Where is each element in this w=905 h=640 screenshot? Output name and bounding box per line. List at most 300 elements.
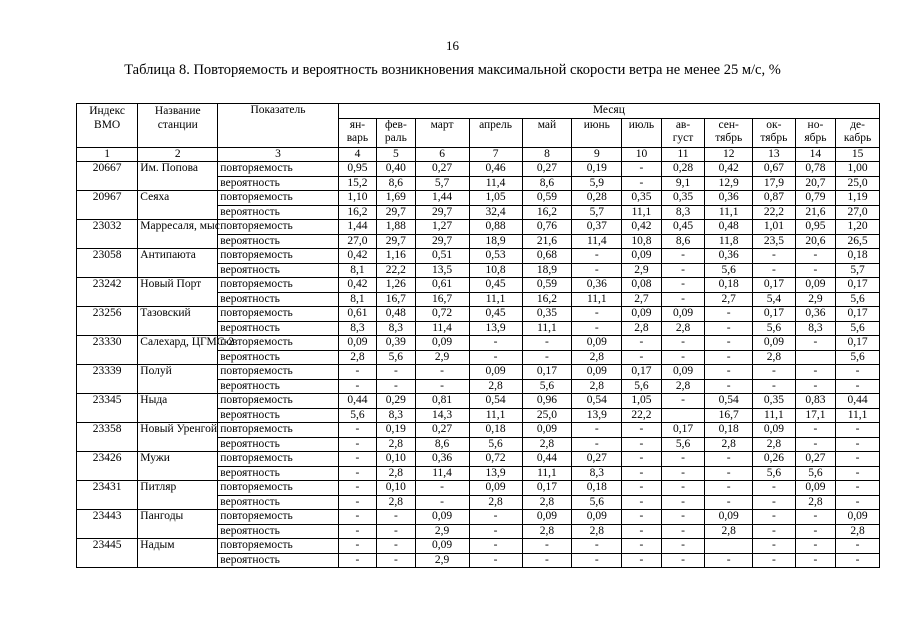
header-month-12: де- кабрь <box>836 118 880 147</box>
value-cell: 0,54 <box>572 394 622 409</box>
value-cell: 8,3 <box>795 321 836 336</box>
value-cell: 5,6 <box>469 437 522 452</box>
value-cell: 8,3 <box>338 321 376 336</box>
indicator-label: повторяемость <box>218 162 338 177</box>
value-cell: - <box>338 481 376 496</box>
value-cell: 0,29 <box>377 394 415 409</box>
value-cell: 2,8 <box>522 495 572 510</box>
value-cell: - <box>622 162 661 177</box>
value-cell: 5,6 <box>836 350 880 365</box>
value-cell: 1,19 <box>836 191 880 206</box>
indicator-label: вероятность <box>218 408 338 423</box>
value-cell: - <box>836 452 880 467</box>
value-cell: - <box>705 321 753 336</box>
value-cell: 0,87 <box>753 191 796 206</box>
column-number-15: 15 <box>836 147 880 162</box>
value-cell: 0,35 <box>522 307 572 322</box>
value-cell: 11,1 <box>836 408 880 423</box>
value-cell: 18,9 <box>522 263 572 278</box>
value-cell: 29,7 <box>377 205 415 220</box>
value-cell: 5,6 <box>572 495 622 510</box>
column-number-10: 10 <box>622 147 661 162</box>
value-cell: 0,27 <box>522 162 572 177</box>
value-cell: - <box>661 553 705 568</box>
value-cell: 16,7 <box>705 408 753 423</box>
station-name: Марресаля, мыс <box>138 220 218 249</box>
indicator-label: вероятность <box>218 350 338 365</box>
value-cell: 16,2 <box>522 292 572 307</box>
value-cell: 2,8 <box>661 379 705 394</box>
table-row <box>77 191 880 206</box>
value-cell: - <box>795 249 836 264</box>
value-cell: 11,1 <box>522 466 572 481</box>
value-cell: - <box>469 350 522 365</box>
value-cell: 11,4 <box>469 176 522 191</box>
station-name: Тазовский <box>138 307 218 336</box>
value-cell: 13,9 <box>469 321 522 336</box>
value-cell: 0,42 <box>338 278 376 293</box>
column-number-9: 9 <box>572 147 622 162</box>
value-cell: 14,3 <box>415 408 469 423</box>
header-indicator: Показатель <box>218 104 338 148</box>
value-cell: - <box>377 553 415 568</box>
value-cell: - <box>469 524 522 539</box>
value-cell: - <box>338 553 376 568</box>
value-cell: 0,19 <box>572 162 622 177</box>
table-row <box>77 365 880 380</box>
value-cell: - <box>661 292 705 307</box>
value-cell: 0,45 <box>469 278 522 293</box>
value-cell: - <box>377 524 415 539</box>
value-cell: 8,6 <box>377 176 415 191</box>
header-month-8: ав- густ <box>661 118 705 147</box>
value-cell: - <box>661 481 705 496</box>
indicator-label: повторяемость <box>218 336 338 351</box>
table-row <box>77 162 880 177</box>
station-name: Новый Уренгой <box>138 423 218 452</box>
column-number-12: 12 <box>705 147 753 162</box>
value-cell: - <box>836 466 880 481</box>
value-cell: 0,48 <box>705 220 753 235</box>
value-cell: 0,10 <box>377 481 415 496</box>
value-cell: - <box>753 263 796 278</box>
value-cell: - <box>622 524 661 539</box>
value-cell: - <box>661 350 705 365</box>
value-cell: 0,96 <box>522 394 572 409</box>
indicator-label: вероятность <box>218 553 338 568</box>
value-cell: - <box>572 437 622 452</box>
value-cell: 2,8 <box>795 495 836 510</box>
station-index: 23431 <box>77 481 138 510</box>
value-cell: 0,44 <box>522 452 572 467</box>
value-cell: - <box>661 249 705 264</box>
value-cell: 2,8 <box>622 321 661 336</box>
value-cell: - <box>522 539 572 554</box>
value-cell: - <box>836 481 880 496</box>
wind-speed-table <box>76 103 880 568</box>
value-cell: 0,35 <box>622 191 661 206</box>
value-cell: - <box>415 495 469 510</box>
value-cell: - <box>705 350 753 365</box>
station-index: 23358 <box>77 423 138 452</box>
value-cell: 2,8 <box>705 437 753 452</box>
value-cell: 11,1 <box>622 205 661 220</box>
value-cell: 11,1 <box>469 408 522 423</box>
value-cell: 2,8 <box>377 466 415 481</box>
value-cell: 5,6 <box>705 263 753 278</box>
table-row <box>77 336 880 351</box>
value-cell: 0,28 <box>572 191 622 206</box>
value-cell: - <box>415 481 469 496</box>
station-index: 20667 <box>77 162 138 191</box>
value-cell: 25,0 <box>836 176 880 191</box>
value-cell: 0,36 <box>705 191 753 206</box>
value-cell: 5,6 <box>836 292 880 307</box>
value-cell: - <box>836 539 880 554</box>
value-cell: 2,9 <box>415 553 469 568</box>
column-number-5: 5 <box>377 147 415 162</box>
value-cell: - <box>753 379 796 394</box>
indicator-label: повторяемость <box>218 394 338 409</box>
value-cell: 16,7 <box>415 292 469 307</box>
value-cell: - <box>795 263 836 278</box>
value-cell: - <box>572 321 622 336</box>
indicator-label: повторяемость <box>218 249 338 264</box>
value-cell: 2,7 <box>705 292 753 307</box>
value-cell: 1,00 <box>836 162 880 177</box>
value-cell: 29,7 <box>415 234 469 249</box>
value-cell: 8,6 <box>415 437 469 452</box>
column-number-6: 6 <box>415 147 469 162</box>
value-cell: 2,8 <box>753 437 796 452</box>
indicator-label: вероятность <box>218 321 338 336</box>
value-cell: 2,8 <box>572 524 622 539</box>
value-cell: - <box>705 452 753 467</box>
value-cell: - <box>795 423 836 438</box>
value-cell: 1,01 <box>753 220 796 235</box>
header-month-1: ян- варь <box>338 118 376 147</box>
value-cell: 1,10 <box>338 191 376 206</box>
value-cell: 0,72 <box>415 307 469 322</box>
value-cell: - <box>469 336 522 351</box>
value-cell: - <box>661 394 705 409</box>
value-cell: - <box>338 510 376 525</box>
value-cell: 25,0 <box>522 408 572 423</box>
value-cell: 0,45 <box>469 307 522 322</box>
value-cell: 0,95 <box>795 220 836 235</box>
value-cell: 20,6 <box>795 234 836 249</box>
value-cell: 20,7 <box>795 176 836 191</box>
value-cell: - <box>622 350 661 365</box>
value-cell: - <box>795 524 836 539</box>
value-cell: - <box>415 379 469 394</box>
value-cell: 0,39 <box>377 336 415 351</box>
value-cell: 0,54 <box>705 394 753 409</box>
indicator-label: повторяемость <box>218 481 338 496</box>
value-cell: 0,36 <box>705 249 753 264</box>
value-cell: 11,1 <box>705 205 753 220</box>
column-number-14: 14 <box>795 147 836 162</box>
value-cell: 0,46 <box>469 162 522 177</box>
indicator-label: вероятность <box>218 379 338 394</box>
value-cell: - <box>622 495 661 510</box>
station-index: 23330 <box>77 336 138 365</box>
value-cell: - <box>622 336 661 351</box>
value-cell: 0,28 <box>661 162 705 177</box>
value-cell: - <box>572 263 622 278</box>
value-cell: - <box>622 423 661 438</box>
value-cell: 1,20 <box>836 220 880 235</box>
value-cell: 11,1 <box>522 321 572 336</box>
page-number: 16 <box>446 38 459 53</box>
value-cell: 5,6 <box>622 379 661 394</box>
table-row <box>77 452 880 467</box>
value-cell: 2,9 <box>795 292 836 307</box>
value-cell: 0,09 <box>415 510 469 525</box>
station-name: Пангоды <box>138 510 218 539</box>
value-cell: 11,1 <box>572 292 622 307</box>
indicator-label: вероятность <box>218 205 338 220</box>
value-cell: - <box>661 278 705 293</box>
value-cell: 0,17 <box>836 307 880 322</box>
station-name: Питляр <box>138 481 218 510</box>
table-row <box>77 278 880 293</box>
header-month-2: фев- раль <box>377 118 415 147</box>
value-cell: - <box>377 365 415 380</box>
station-index: 23256 <box>77 307 138 336</box>
indicator-label: повторяемость <box>218 452 338 467</box>
column-number-4: 4 <box>338 147 376 162</box>
value-cell: - <box>661 452 705 467</box>
value-cell: 0,09 <box>572 510 622 525</box>
value-cell: 0,27 <box>572 452 622 467</box>
value-cell: 0,67 <box>753 162 796 177</box>
value-cell: 0,17 <box>522 481 572 496</box>
value-cell: 2,8 <box>572 350 622 365</box>
value-cell: 5,6 <box>753 466 796 481</box>
header-month-7: июль <box>622 118 661 147</box>
value-cell: 0,09 <box>795 481 836 496</box>
value-cell: - <box>338 495 376 510</box>
value-cell: 0,59 <box>522 278 572 293</box>
value-cell: 0,35 <box>753 394 796 409</box>
value-cell: - <box>572 307 622 322</box>
value-cell: 2,8 <box>661 321 705 336</box>
station-index: 23032 <box>77 220 138 249</box>
indicator-label: повторяемость <box>218 220 338 235</box>
value-cell: 11,1 <box>469 292 522 307</box>
station-index: 23426 <box>77 452 138 481</box>
value-cell: 5,6 <box>795 466 836 481</box>
value-cell: 0,09 <box>522 510 572 525</box>
indicator-label: вероятность <box>218 437 338 452</box>
station-name: Мужи <box>138 452 218 481</box>
value-cell: 5,6 <box>753 321 796 336</box>
table-row <box>77 220 880 235</box>
value-cell: 0,79 <box>795 191 836 206</box>
value-cell: 0,09 <box>661 365 705 380</box>
value-cell: - <box>753 524 796 539</box>
value-cell: - <box>661 336 705 351</box>
value-cell: 8,3 <box>572 466 622 481</box>
column-number-8: 8 <box>522 147 572 162</box>
value-cell: 0,27 <box>415 162 469 177</box>
value-cell: 0,68 <box>522 249 572 264</box>
value-cell: - <box>622 510 661 525</box>
header-index: Индекс ВМО <box>77 104 138 148</box>
value-cell: 0,44 <box>836 394 880 409</box>
value-cell: 8,3 <box>377 408 415 423</box>
column-number-11: 11 <box>661 147 705 162</box>
value-cell: - <box>338 452 376 467</box>
value-cell: - <box>795 365 836 380</box>
value-cell: - <box>622 481 661 496</box>
header-month-10: ок- тябрь <box>753 118 796 147</box>
value-cell: - <box>338 539 376 554</box>
value-cell: 15,2 <box>338 176 376 191</box>
station-index: 23443 <box>77 510 138 539</box>
value-cell: 0,18 <box>705 278 753 293</box>
value-cell: 13,5 <box>415 263 469 278</box>
value-cell: 0,09 <box>415 336 469 351</box>
value-cell: 27,0 <box>836 205 880 220</box>
value-cell: 0,17 <box>622 365 661 380</box>
value-cell: - <box>705 379 753 394</box>
value-cell: 0,09 <box>753 423 796 438</box>
table-row <box>77 539 880 554</box>
column-number-7: 7 <box>469 147 522 162</box>
value-cell: - <box>753 249 796 264</box>
header-month-6: июнь <box>572 118 622 147</box>
value-cell: 1,05 <box>469 191 522 206</box>
value-cell: 5,6 <box>338 408 376 423</box>
column-number-3: 3 <box>218 147 338 162</box>
value-cell: 29,7 <box>377 234 415 249</box>
header-month-11: но- ябрь <box>795 118 836 147</box>
value-cell: 0,09 <box>469 365 522 380</box>
value-cell: - <box>469 539 522 554</box>
value-cell: 0,17 <box>522 365 572 380</box>
value-cell: 0,36 <box>415 452 469 467</box>
value-cell: - <box>795 379 836 394</box>
station-name: Полуй <box>138 365 218 394</box>
station-index: 23345 <box>77 394 138 423</box>
value-cell: - <box>572 553 622 568</box>
value-cell: 0,36 <box>795 307 836 322</box>
value-cell: 8,1 <box>338 292 376 307</box>
value-cell: - <box>836 553 880 568</box>
value-cell: 2,8 <box>836 524 880 539</box>
value-cell: 0,09 <box>415 539 469 554</box>
value-cell: - <box>622 452 661 467</box>
value-cell: - <box>622 176 661 191</box>
value-cell: - <box>522 336 572 351</box>
value-cell: 0,09 <box>661 307 705 322</box>
value-cell: - <box>522 553 572 568</box>
indicator-label: вероятность <box>218 292 338 307</box>
value-cell: 5,6 <box>522 379 572 394</box>
indicator-label: повторяемость <box>218 278 338 293</box>
value-cell: 16,2 <box>338 205 376 220</box>
value-cell: 2,8 <box>338 350 376 365</box>
value-cell: - <box>338 365 376 380</box>
station-index: 23445 <box>77 539 138 568</box>
value-cell: 2,8 <box>572 379 622 394</box>
value-cell: - <box>469 510 522 525</box>
station-name: Антипаюта <box>138 249 218 278</box>
value-cell: 0,18 <box>469 423 522 438</box>
value-cell: 0,78 <box>795 162 836 177</box>
value-cell: 0,42 <box>622 220 661 235</box>
value-cell: 27,0 <box>338 234 376 249</box>
value-cell: 5,9 <box>572 176 622 191</box>
column-number-2: 2 <box>138 147 218 162</box>
value-cell: - <box>338 466 376 481</box>
value-cell: 8,3 <box>377 321 415 336</box>
value-cell: 0,88 <box>469 220 522 235</box>
value-cell: 11,1 <box>753 408 796 423</box>
value-cell: - <box>705 481 753 496</box>
value-cell: 2,8 <box>469 379 522 394</box>
header-station: Название станции <box>138 104 218 148</box>
station-name: Салехард, ЦГМС-2 <box>138 336 218 365</box>
value-cell: 0,09 <box>753 336 796 351</box>
value-cell: 0,09 <box>705 510 753 525</box>
indicator-label: повторяемость <box>218 365 338 380</box>
value-cell: - <box>572 539 622 554</box>
value-cell: - <box>338 524 376 539</box>
value-cell: 5,7 <box>415 176 469 191</box>
value-cell: 0,09 <box>469 481 522 496</box>
value-cell: 1,27 <box>415 220 469 235</box>
value-cell: - <box>572 423 622 438</box>
table-row <box>77 481 880 496</box>
value-cell: - <box>836 379 880 394</box>
header-month-9: сен- тябрь <box>705 118 753 147</box>
value-cell: 0,09 <box>622 249 661 264</box>
value-cell: 0,09 <box>572 336 622 351</box>
value-cell: 0,09 <box>622 307 661 322</box>
value-cell: - <box>338 379 376 394</box>
value-cell: - <box>836 423 880 438</box>
value-cell: 0,95 <box>338 162 376 177</box>
table-row <box>77 394 880 409</box>
column-number-1: 1 <box>77 147 138 162</box>
value-cell: 22,2 <box>753 205 796 220</box>
value-cell: 2,9 <box>622 263 661 278</box>
table-row <box>77 249 880 264</box>
value-cell: 0,54 <box>469 394 522 409</box>
value-cell: - <box>622 466 661 481</box>
value-cell: 0,44 <box>338 394 376 409</box>
value-cell: 8,6 <box>522 176 572 191</box>
value-cell: 0,17 <box>753 278 796 293</box>
value-cell: - <box>836 495 880 510</box>
value-cell: 0,83 <box>795 394 836 409</box>
indicator-label: вероятность <box>218 234 338 249</box>
value-cell: 0,18 <box>572 481 622 496</box>
value-cell: 32,4 <box>469 205 522 220</box>
value-cell: 0,17 <box>836 336 880 351</box>
value-cell: 0,61 <box>338 307 376 322</box>
value-cell: - <box>753 539 796 554</box>
value-cell: 17,9 <box>753 176 796 191</box>
value-cell: - <box>661 524 705 539</box>
value-cell: 1,44 <box>415 191 469 206</box>
value-cell: - <box>705 307 753 322</box>
value-cell: 17,1 <box>795 408 836 423</box>
value-cell: 8,6 <box>661 234 705 249</box>
